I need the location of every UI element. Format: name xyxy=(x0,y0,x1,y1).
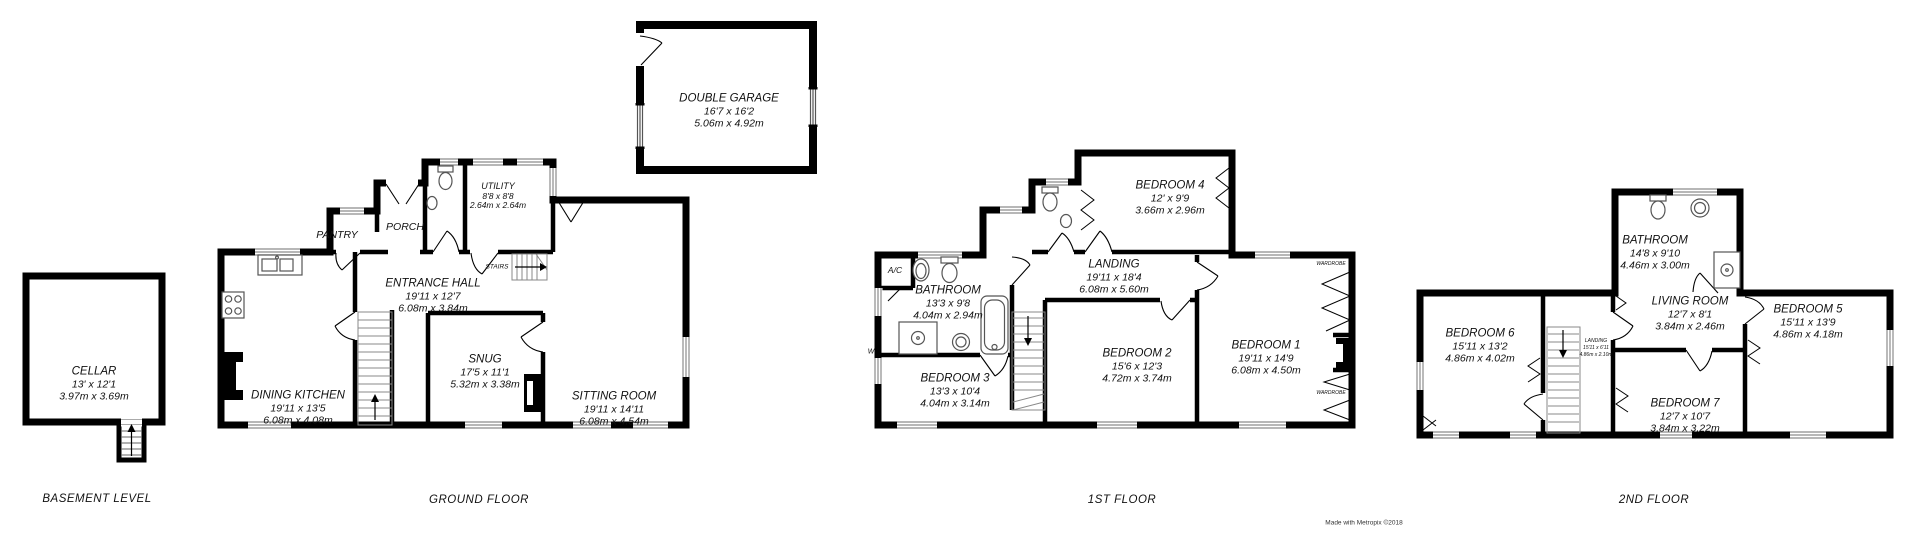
basin-icon xyxy=(953,334,970,351)
room-label-landing-2nd: LANDING 15'11 x 6'11 4.86m x 2.10m xyxy=(1579,337,1613,358)
room-label-utility: UTILITY 8'8 x 8'8 2.64m x 2.64m xyxy=(469,181,527,210)
basin-icon xyxy=(427,197,437,210)
room-label-dining-kitchen: DINING KITCHEN 19'11 x 13'5 6.08m x 4.08m xyxy=(251,389,345,427)
room-label-airing-cupboard: A/C xyxy=(887,265,903,275)
shower-icon xyxy=(899,322,937,354)
room-label-bedroom-5: BEDROOM 5 15'11 x 13'9 4.86m x 4.18m xyxy=(1773,303,1843,341)
room-label-living-room: LIVING ROOM 12'7 x 8'1 3.84m x 2.46m xyxy=(1651,295,1729,333)
fireplace xyxy=(1336,338,1352,368)
room-label-landing-1st: LANDING 19'11 x 18'4 6.08m x 5.60m xyxy=(1079,258,1149,296)
room-label-bedroom-2: BEDROOM 2 15'6 x 12'3 4.72m x 3.74m xyxy=(1102,347,1172,385)
room-label-bedroom-1: BEDROOM 1 19'11 x 14'9 6.08m x 4.50m xyxy=(1231,339,1301,377)
floor-label-ground: GROUND FLOOR xyxy=(429,494,529,506)
room-label-sitting-room: SITTING ROOM 19'11 x 14'11 6.08m x 4.54m xyxy=(571,390,657,428)
room-label-snug: SNUG 17'5 x 11'1 5.32m x 3.38m xyxy=(450,353,520,391)
toilet-icon xyxy=(941,257,958,283)
toilet-icon xyxy=(438,166,453,190)
room-label-bedroom-4: BEDROOM 4 12' x 9'9 3.66m x 2.96m xyxy=(1135,179,1205,217)
stairs-label: STAIRS xyxy=(485,263,509,271)
room-label-bedroom-6: BEDROOM 6 15'11 x 13'2 4.86m x 4.02m xyxy=(1445,327,1515,365)
room-label-double-garage: DOUBLE GARAGE 16'7 x 16'2 5.06m x 4.92m xyxy=(679,92,779,130)
room-label-bathroom-2nd: BATHROOM 14'8 x 9'10 4.46m x 3.00m xyxy=(1620,234,1690,272)
toilet-icon xyxy=(1042,187,1058,211)
credit-text: Made with Metropix ©2018 xyxy=(1325,519,1403,527)
room-label-w-closet: W xyxy=(867,348,875,356)
wardrobe-label-top: WARDROBE xyxy=(1316,261,1346,267)
floor-label-second: 2ND FLOOR xyxy=(1618,494,1690,506)
room-label-porch: PORCH xyxy=(386,221,424,233)
sink-icon xyxy=(258,255,302,275)
room-label-bathroom-1st: BATHROOM 13'3 x 9'8 4.04m x 2.94m xyxy=(913,284,983,322)
room-label-bedroom-3: BEDROOM 3 13'3 x 10'4 4.04m x 3.14m xyxy=(920,372,990,410)
basement-stairs-icon xyxy=(119,418,144,461)
room-label-cellar: CELLAR 13' x 12'1 3.97m x 3.69m xyxy=(59,365,129,403)
shower-icon xyxy=(1714,252,1740,288)
hob-icon xyxy=(222,292,244,318)
wardrobe-label-bottom: WARDROBE xyxy=(1316,390,1346,396)
room-label-pantry: PANTRY xyxy=(316,229,358,241)
basin-icon xyxy=(913,259,929,281)
bathtub-icon xyxy=(981,296,1008,354)
room-label-bedroom-7: BEDROOM 7 12'7 x 10'7 3.84m x 3.22m xyxy=(1650,397,1720,435)
basin-icon xyxy=(1691,199,1709,217)
toilet-icon xyxy=(1650,195,1666,219)
floor-label-basement: BASEMENT LEVEL xyxy=(42,493,152,505)
floor-label-first: 1ST FLOOR xyxy=(1087,494,1157,506)
room-label-entrance-hall: ENTRANCE HALL 19'11 x 12'7 6.08m x 3.84m xyxy=(385,277,481,315)
basin-icon xyxy=(1061,215,1072,228)
